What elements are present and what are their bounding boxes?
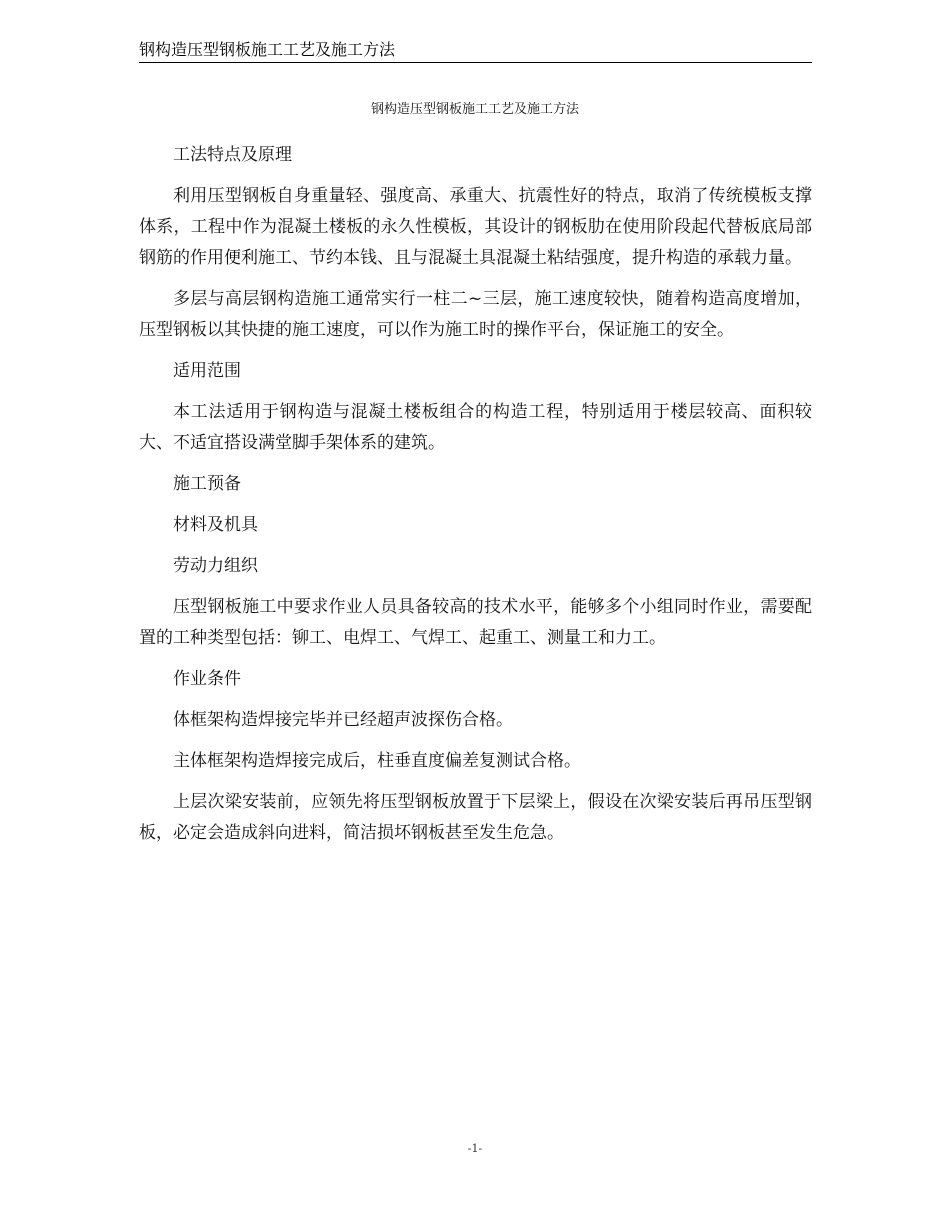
document-body bbox=[139, 140, 812, 859]
section-heading: 施工预备 bbox=[173, 474, 241, 494]
paragraph: 上层次梁安装前，应领先将压型钢板放置于下层梁上，假设在次梁安装后再吊压型钢板，必定会造成斜向进料，简洁损坏钢板甚至发生危急。 bbox=[139, 792, 812, 843]
page-number: -1- bbox=[467, 1142, 483, 1155]
section-heading: 工法特点及原理 bbox=[173, 145, 292, 165]
paragraph: 压型钢板施工中要求作业人员具备较高的技术水平，能够多个小组同时作业，需要配置的工种类型包括：铆工、电焊工、气焊工、起重工、测量工和力工。 bbox=[139, 597, 812, 648]
paragraph: 体框架构造焊接完毕并已经超声波探伤合格。 bbox=[173, 710, 513, 730]
page-header bbox=[139, 38, 812, 63]
paragraph: 多层与高层钢构造施工通常实行一柱二~三层，施工速度较快，随着构造高度增加，压型钢板以其快捷的施工速度，可以作为施工时的操作平台，保证施工的安全。 bbox=[139, 289, 812, 340]
paragraph: 主体框架构造焊接完成后，柱垂直度偏差复测试合格。 bbox=[173, 751, 581, 771]
section-heading: 作业条件 bbox=[173, 669, 241, 689]
section-heading: 适用范围 bbox=[173, 361, 241, 381]
section-heading: 劳动力组织 bbox=[173, 556, 258, 576]
section-heading: 材料及机具 bbox=[173, 515, 258, 535]
running-title: 钢构造压型钢板施工工艺及施工方法 bbox=[139, 40, 396, 59]
paragraph: 利用压型钢板自身重量轻、强度高、承重大、抗震性好的特点，取消了传统模板支撑体系，工程中作为混凝土楼板的永久性模板，其设计的钢板肋在使用阶段起代替板底局部钢筋的作用便利施工、节约本钱、且与混凝土具混凝土粘结强度，提升构造的承载力量。 bbox=[139, 186, 812, 268]
document-title: 钢构造压型钢板施工工艺及施工方法 bbox=[370, 102, 579, 117]
paragraph: 本工法适用于钢构造与混凝土楼板组合的构造工程，特别适用于楼层较高、面积较大、不适宜搭设满堂脚手架体系的建筑。 bbox=[139, 402, 812, 453]
